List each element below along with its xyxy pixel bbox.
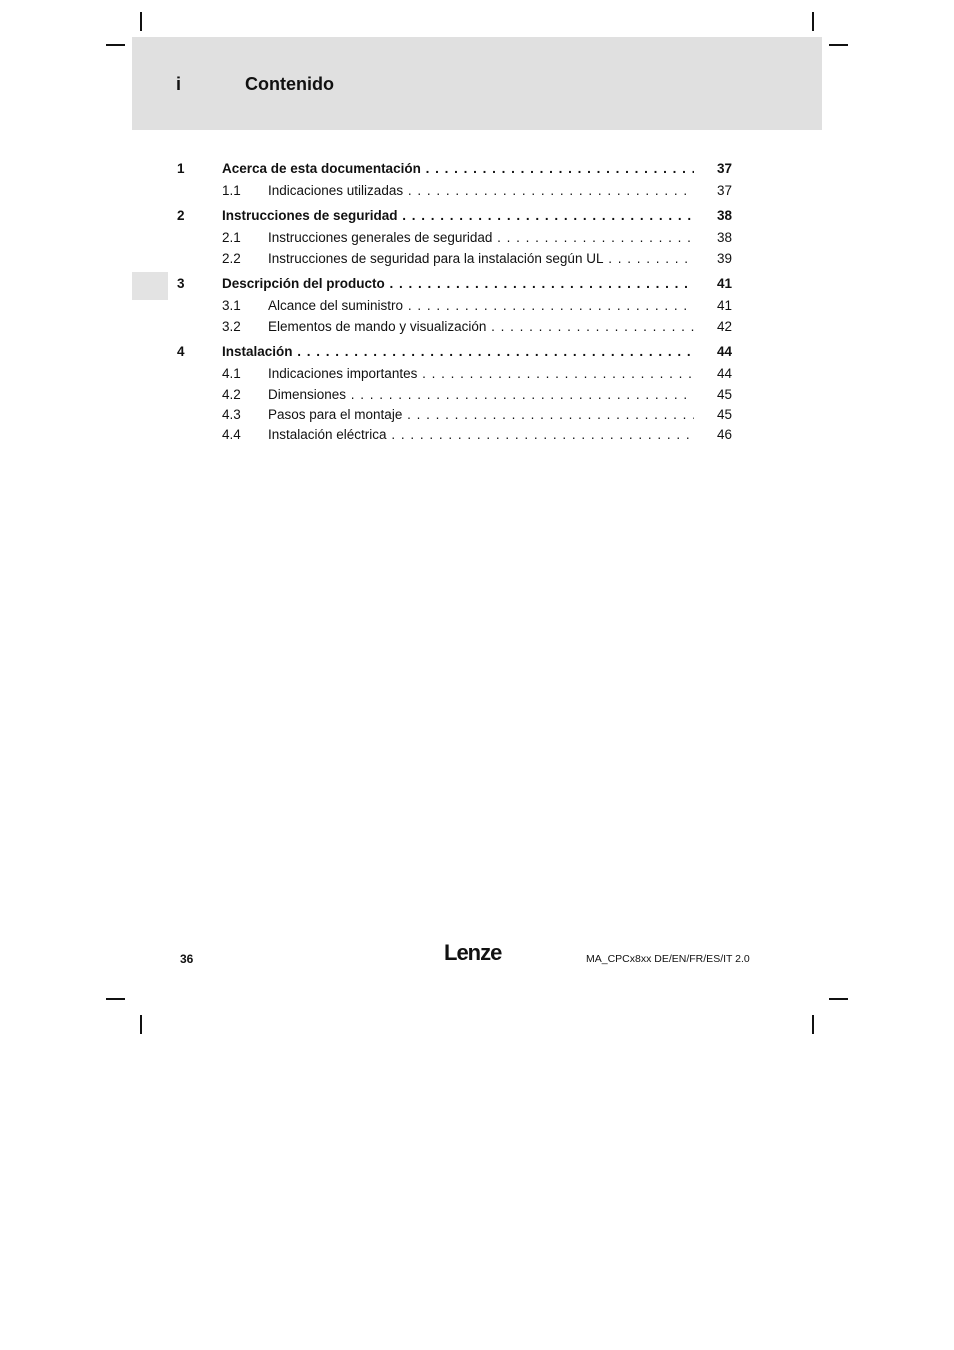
toc-entry-number: 3.2 bbox=[222, 319, 241, 334]
toc-entry-title: Dimensiones . . . bbox=[268, 386, 694, 404]
toc-entry-title: Instrucciones generales de seguridad . . . bbox=[268, 229, 694, 247]
toc-entry-page: 38 bbox=[716, 208, 732, 223]
toc-entry[interactable] bbox=[0, 386, 954, 404]
toc-entry-page: 44 bbox=[716, 366, 732, 381]
toc-entry-page: 41 bbox=[716, 276, 732, 291]
crop-mark-bottom-left-v bbox=[140, 1015, 142, 1034]
toc-entry-title: Instrucciones de seguridad . . . bbox=[222, 207, 694, 225]
toc-entry-title: Acerca de esta documentación . . . bbox=[222, 160, 694, 178]
toc-entry-title: Alcance del suministro . . . bbox=[268, 297, 694, 315]
crop-mark-top-left-v bbox=[140, 12, 142, 31]
page-number: 36 bbox=[180, 952, 194, 966]
toc-entry-number: 4.4 bbox=[222, 427, 241, 442]
crop-mark-bottom-left-h bbox=[106, 998, 125, 1000]
section-marker: i bbox=[176, 74, 182, 94]
page-title: Contenido bbox=[245, 74, 334, 94]
toc-entry-page: 45 bbox=[716, 407, 732, 422]
header-band bbox=[132, 37, 822, 130]
toc-entry[interactable] bbox=[0, 250, 954, 268]
toc-entry-title: Indicaciones utilizadas . . . bbox=[268, 182, 694, 200]
toc-entry-number: 2.1 bbox=[222, 230, 241, 245]
toc-entry-number: 4.1 bbox=[222, 366, 241, 381]
toc-entry-number: 1.1 bbox=[222, 183, 241, 198]
toc-entry[interactable] bbox=[0, 229, 954, 247]
toc-entry-number: 3 bbox=[177, 276, 185, 291]
toc-entry-title: Instalación . . . bbox=[222, 343, 694, 361]
toc-entry-title: Descripción del producto . . . bbox=[222, 275, 694, 293]
toc-entry[interactable] bbox=[0, 207, 954, 225]
toc-entry-number: 4.2 bbox=[222, 387, 241, 402]
toc-entry-title: Instrucciones de seguridad para la instalación según UL . . . bbox=[268, 250, 694, 268]
toc-entry-page: 39 bbox=[716, 251, 732, 266]
toc-entry-number: 4.3 bbox=[222, 407, 241, 422]
lenze-logo: Lenze bbox=[444, 940, 502, 965]
toc-entry[interactable] bbox=[0, 182, 954, 200]
toc-entry-page: 42 bbox=[716, 319, 732, 334]
document-id: MA_CPCx8xx DE/EN/FR/ES/IT 2.0 bbox=[586, 953, 750, 965]
toc-entry[interactable] bbox=[0, 365, 954, 383]
toc-entry-page: 45 bbox=[716, 387, 732, 402]
toc-entry-title: Instalación eléctrica . . . bbox=[268, 426, 694, 444]
crop-mark-top-right-v bbox=[812, 12, 814, 31]
toc-entry[interactable] bbox=[0, 297, 954, 315]
crop-mark-top-left-h bbox=[106, 44, 125, 46]
toc-entry[interactable] bbox=[0, 343, 954, 361]
toc-entry[interactable] bbox=[0, 275, 954, 293]
toc-entry-number: 4 bbox=[177, 344, 185, 359]
toc-entry[interactable] bbox=[0, 406, 954, 424]
crop-mark-bottom-right-v bbox=[812, 1015, 814, 1034]
toc-entry-page: 46 bbox=[716, 427, 732, 442]
toc-entry-page: 37 bbox=[716, 183, 732, 198]
toc-entry[interactable] bbox=[0, 318, 954, 336]
toc-entry-page: 41 bbox=[716, 298, 732, 313]
toc-entry[interactable] bbox=[0, 160, 954, 178]
toc-entry-number: 3.1 bbox=[222, 298, 241, 313]
toc-entry-page: 44 bbox=[716, 344, 732, 359]
crop-mark-top-right-h bbox=[829, 44, 848, 46]
toc-entry-title: Elementos de mando y visualización . . . bbox=[268, 318, 694, 336]
crop-mark-bottom-right-h bbox=[829, 998, 848, 1000]
toc-entry-number: 2 bbox=[177, 208, 185, 223]
toc-entry-page: 38 bbox=[716, 230, 732, 245]
toc-entry-number: 2.2 bbox=[222, 251, 241, 266]
toc-entry[interactable] bbox=[0, 426, 954, 444]
toc-entry-title: Pasos para el montaje . . . bbox=[268, 406, 694, 424]
toc-entry-page: 37 bbox=[716, 161, 732, 176]
toc-entry-title: Indicaciones importantes . . . bbox=[268, 365, 694, 383]
toc-entry-number: 1 bbox=[177, 161, 185, 176]
